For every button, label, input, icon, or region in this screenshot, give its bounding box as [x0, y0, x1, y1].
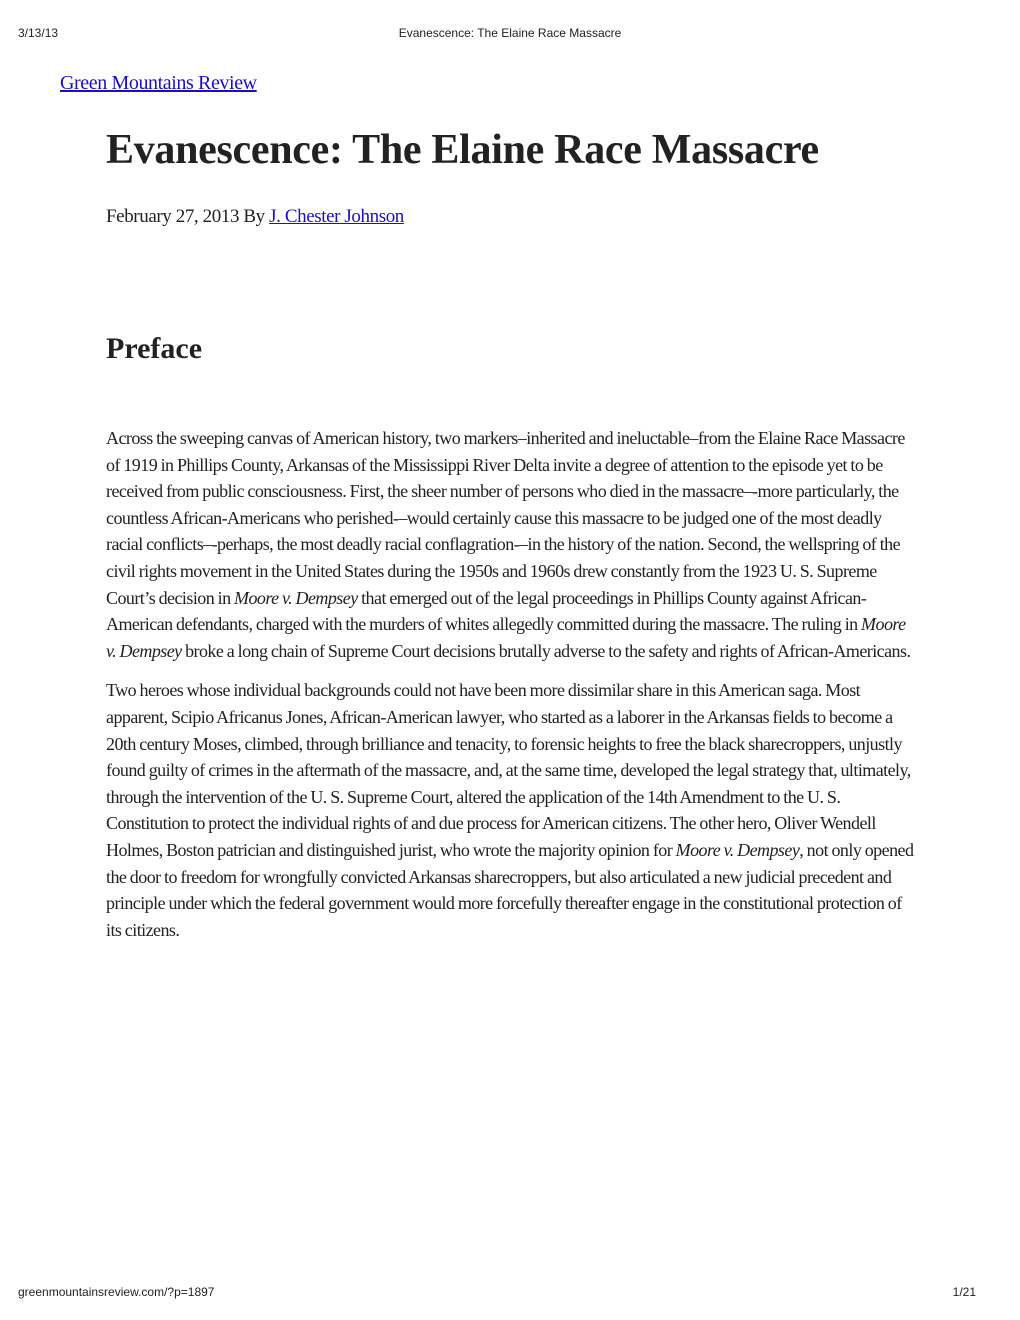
paragraph-1	[106, 425, 918, 664]
case-name: Moore v. Dempsey	[234, 587, 358, 608]
print-date: 3/13/13	[18, 26, 59, 40]
section-heading: Preface	[106, 332, 203, 365]
paragraph-2-text-a: Two heroes whose individual backgrounds could not have been more dissimilar share in this American saga. Most apparent, Scipio Africanus Jones, African-American lawyer, who started as a laborer in the Arkansas fields to become a 20th century Moses, climbed, through brilliance and tenacity, to forensic heights to free the black sharecroppers, unjustly found guilty of crimes in the aftermath of the massacre, and, at the same time, developed the legal strategy that, ultimately, through the intervention of the U. S. Supreme Court, altered the application of the 14th Amendment to the U. S. Constitution to protect the individual rights of and due process for American citizens. The other hero, Oliver Wendell Holmes, Boston patrician and distinguished jurist, who wrote the majority opinion for	[106, 680, 911, 860]
print-page-title: Evanescence: The Elaine Race Massacre	[398, 26, 622, 40]
print-footer	[0, 1285, 1020, 1301]
article-title: Evanescence: The Elaine Race Massacre	[106, 127, 819, 173]
page-number: 1/21	[952, 1285, 976, 1299]
paragraph-1-text-a: Across the sweeping canvas of American history, two markers–inherited and ineluctable–from the Elaine Race Massacre of 1919 in Phillips County, Arkansas of the Mississippi River Delta invite a degree of attention to the episode yet to be received from public consciousness. First, the sheer number of persons who died in the massacre–-more particularly, the countless African-Americans who perished-–would certainly cause this massacre to be judged one of the most deadly racial conflicts–-perhaps, the most deadly racial conflagration-–in the history of the nation. Second, the wellspring of the civil rights movement in the United States during the 1950s and 1960s drew constantly from the 1923 U. S. Supreme Court’s decision in	[106, 428, 905, 608]
article-body	[106, 425, 918, 956]
print-header	[0, 26, 1020, 42]
print-url: greenmountainsreview.com/?p=1897	[18, 1285, 215, 1299]
paragraph-1-text-c: broke a long chain of Supreme Court decisions brutally adverse to the safety and rights of African-Americans.	[181, 640, 911, 661]
case-name: Moore v. Dempsey	[106, 614, 906, 661]
publish-date-by: February 27, 2013 By	[106, 206, 270, 227]
article-meta	[106, 206, 404, 228]
author-link[interactable]: J. Chester Johnson	[269, 206, 404, 227]
site-name-link[interactable]: Green Mountains Review	[60, 72, 257, 94]
case-name: Moore v. Dempsey	[675, 839, 800, 860]
paragraph-1-text-b: that emerged out of the legal proceedings in Phillips County against African-American defendants, charged with the murders of whites allegedly committed during the massacre. The ruling in	[106, 587, 867, 635]
paragraph-2-text-b: , not only opened the door to freedom for wrongfully convicted Arkansas sharecroppers, but also articulated a new judicial precedent and principle under which the federal government would more forcefully thereafter engage in the constitutional protection of its citizens.	[106, 839, 914, 940]
paragraph-2	[106, 677, 918, 943]
